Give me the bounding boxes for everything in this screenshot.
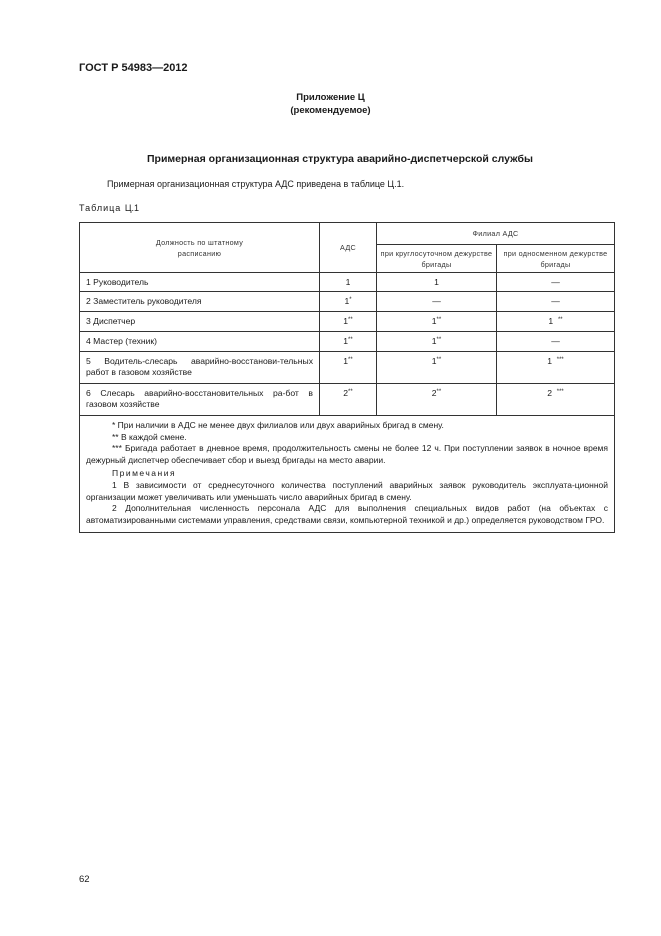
row-position: 4 Мастер (техник) xyxy=(80,332,320,352)
table-row xyxy=(80,332,615,352)
row-ads-count: 1 xyxy=(320,273,377,292)
appendix-title: Приложение Ц xyxy=(296,92,365,103)
document-code: ГОСТ Р 54983—2012 xyxy=(79,62,188,74)
row-ads-count: 1** xyxy=(320,352,377,384)
footnote: ** В каждой смене. xyxy=(112,431,187,442)
row-ads-count: 1** xyxy=(320,312,377,332)
header-ads: АДС xyxy=(320,223,377,273)
row-single-count: — xyxy=(497,273,615,292)
row-round-count: 1** xyxy=(377,332,497,352)
row-position: 6 Слесарь аварийно-восстановительных ра-бот в газовом хозяйстве xyxy=(80,384,320,416)
notes-title: Примечания xyxy=(112,468,177,479)
header-round-clock: при круглосуточном дежурстве бригады xyxy=(377,245,497,273)
appendix-note: (рекомендуемое) xyxy=(290,105,371,116)
table-caption xyxy=(79,203,139,213)
header-branch: Филиал АДС xyxy=(377,223,615,245)
row-ads-count: 2** xyxy=(320,384,377,416)
row-round-count: 2** xyxy=(377,384,497,416)
row-single-count: 2 *** xyxy=(497,384,615,416)
header-single-shift: при односменном дежурстве бригады xyxy=(497,245,615,273)
row-single-count: — xyxy=(497,292,615,312)
row-round-count: 1 xyxy=(377,273,497,292)
note-item: 2 Дополнительная численность персонала АДС для выполнения специальных видов работ (на объектах с автоматизированными системами управления, средствами связи, компьютерной техникой и др.) определяется руководством ГРО. xyxy=(86,503,608,525)
row-single-count: 1 ** xyxy=(497,312,615,332)
page-number: 62 xyxy=(79,874,90,885)
appendix-header xyxy=(0,91,661,117)
footnote: *** Бригада работает в дневное время, продолжительность смены не более 12 ч. При поступлении заявок в ночное время дежурный диспетчер обеспечивает сбор и выезд бригады на место аварии. xyxy=(86,443,608,465)
row-single-count: 1 *** xyxy=(497,352,615,384)
header-position: Должность по штатному расписанию xyxy=(80,223,320,273)
row-position: 2 Заместитель руководителя xyxy=(80,292,320,312)
table-row xyxy=(80,273,615,292)
row-round-count: — xyxy=(377,292,497,312)
row-round-count: 1** xyxy=(377,352,497,384)
table-caption-word: Таблица xyxy=(79,203,122,213)
table-row xyxy=(80,312,615,332)
row-position: 3 Диспетчер xyxy=(80,312,320,332)
table-notes xyxy=(80,416,615,533)
row-position: 1 Руководитель xyxy=(80,273,320,292)
section-heading: Примерная организационная структура аварийно-диспетчерской службы xyxy=(147,153,533,165)
table-notes-row xyxy=(80,416,615,533)
row-ads-count: 1** xyxy=(320,332,377,352)
table-caption-number: Ц.1 xyxy=(124,203,139,213)
row-single-count: — xyxy=(497,332,615,352)
note-item: 1 В зависимости от среднесуточного количества поступлений аварийных заявок руководитель эксплуата-ционной организации может увеличивать или уменьшать число аварийных бригад в смену. xyxy=(86,479,608,502)
row-position: 5 Водитель-слесарь аварийно-восстанови-тельных работ в газовом хозяйстве xyxy=(80,352,320,384)
table-row xyxy=(80,292,615,312)
footnote: * При наличии в АДС не менее двух филиалов или двух аварийных бригад в смену. xyxy=(112,420,444,430)
intro-paragraph: Примерная организационная структура АДС приведена в таблице Ц.1. xyxy=(107,179,405,189)
table-row xyxy=(80,352,615,384)
table-row xyxy=(80,384,615,416)
row-ads-count: 1* xyxy=(320,292,377,312)
row-round-count: 1** xyxy=(377,312,497,332)
structure-table xyxy=(79,222,615,533)
